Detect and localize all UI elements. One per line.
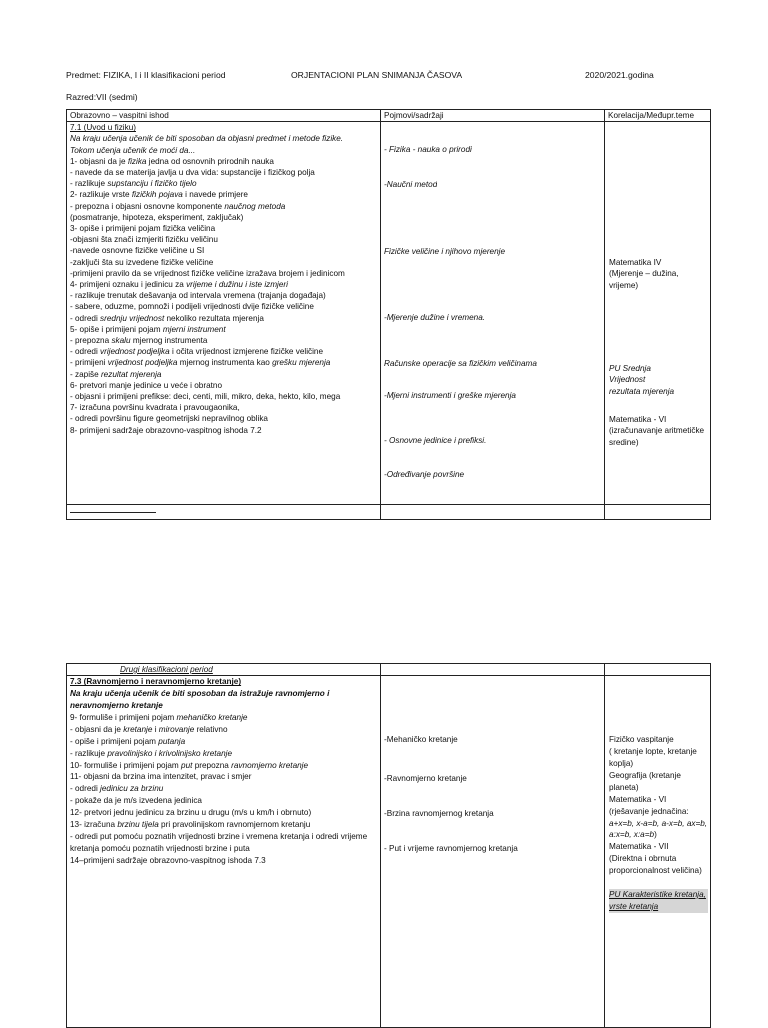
concept-item: -Mjerenje dužine i vremena. [384, 313, 486, 323]
outcome-intro: Na kraju učenja učenik će biti sposoban da objasni predmet i metode fizike. [70, 134, 344, 144]
concept-item: -Određivanje površine [384, 470, 465, 480]
plan-table-first-period [66, 109, 711, 520]
outcome-item: 5- opiše i primijeni pojam mjerni instrument [70, 324, 226, 334]
period-cell [67, 664, 381, 676]
outcome-item: 6- pretvori manje jedinice u veće i obratno [70, 380, 223, 390]
outcome-item: -navede osnovne fizičke veličine u SI [70, 246, 205, 256]
correlation-pu: PU Karakteristike kretanja, vrste kretanja [609, 889, 708, 913]
outcome-item: 12- pretvori jednu jedinicu za brzinu u drugu (m/s u km/h i obrnuto) [70, 808, 312, 818]
school-year: 2020/2021.godina [585, 70, 654, 80]
outcome-item: 2- razlikuje vrste fizičkih pojava i navede primjere [70, 190, 248, 200]
concept-item: Računske operacije sa fizičkim veličinama [384, 359, 537, 369]
correlation-pu: PU Srednja [609, 364, 651, 374]
outcome-item: - zapiše rezultat mjerenja [70, 369, 162, 379]
outcome-item: - opiše i primijeni pojam putanja [70, 736, 186, 746]
grade-label: Razred:VII (sedmi) [66, 92, 138, 102]
table-row [67, 505, 711, 520]
outcome-title: 7.3 (Ravnomjerno i neravnomjerno kretanje) [70, 677, 242, 687]
outcome-item: - razlikuje trenutak dešavanja od intervala vremena (trajanja događaja) [70, 291, 326, 301]
correlation-pu: rezultata mjerenja [609, 386, 675, 396]
subject-label: Predmet: FIZIKA, I i II klasifikacioni period [66, 70, 226, 80]
header-outcome: Obrazovno – vaspitni ishod [67, 110, 381, 122]
concept-item: -Brzina ravnomjernog kretanja [384, 809, 494, 819]
outcome-item: - navede da se materija javlja u dva vida: supstancije i fizičkog polja [70, 168, 315, 178]
correlation-subject: Geografija (kretanje planeta) [609, 770, 681, 792]
correlation-subject: Matematika IV [609, 258, 662, 268]
empty-cell [381, 664, 605, 676]
header-correlation: Korelacija/Međupr.teme [605, 110, 711, 122]
outcome-item: 7- izračuna površinu kvadrata i pravougaonika, [70, 403, 240, 413]
outcome-item: - sabere, oduzme, pomnoži i podijeli vrijednosti dvije fizičke veličine [70, 302, 314, 312]
correlation-subject: Matematika - VI [609, 794, 667, 804]
outcome-item: 1- objasni da je fizika jedna od osnovnih prirodnih nauka [70, 156, 274, 166]
outcome-item: - razlikuje supstanciju i fizičko tijelo [70, 179, 197, 189]
outcome-title: 7.1 (Uvod u fiziku) [70, 123, 136, 133]
table-row [67, 664, 711, 676]
concept-item: Fizičke veličine i njihovo mjerenje [384, 247, 506, 257]
outcome-item: 11- objasni da brzina ima intenzitet, pravac i smjer [70, 772, 252, 782]
concepts-cell [381, 676, 605, 1028]
correlation-subject: Fizičko vaspitanje [609, 735, 674, 745]
outcome-item: -objasni šta znači izmjeriti fizičku veličinu [70, 235, 218, 245]
outcome-item: 9- formuliše i primijeni pojam mehaničko kretanje [70, 712, 248, 722]
outcome-item: -primijeni pravilo da se vrijednost fizičke veličine izražava brojem i jedinicom [70, 268, 345, 278]
correlation-pu: Vrijednost [609, 375, 646, 385]
concepts-cell [381, 122, 605, 505]
outcome-item: - odredi put pomoću poznatih vrijednosti brzine i vremena kretanja i odredi vrijeme kretanja pomoću poznatih vrijednosti brzine i puta [70, 831, 368, 853]
outcome-cell [67, 122, 381, 505]
concept-item: -Naučni metod [384, 180, 438, 190]
correlation-desc: (rješavanje jednačina: a+x=b, x-a=b, a-x=b, ax=b, a:x=b, x:a=b) [609, 806, 708, 840]
concept-item: -Mehaničko kretanje [384, 735, 458, 745]
outcome-item: - primijeni vrijednost podjeljka mjernog instrumenta kao grešku mjerenja [70, 358, 331, 368]
correlation-subject: Matematika - VI [609, 415, 667, 425]
table-row [67, 676, 711, 1028]
correlation-cell [605, 676, 711, 1028]
outcome-item: - objasni da je kretanje i mirovanje relativno [70, 724, 228, 734]
concept-item: - Osnovne jedinice i prefiksi. [384, 436, 487, 446]
correlation-cell [605, 122, 711, 505]
correlation-desc: (izračunavanje aritmetičke sredine) [609, 426, 705, 447]
outcome-item: - prepozna skalu mjernog instrumenta [70, 336, 208, 346]
correlation-subject: Matematika - VII [609, 842, 669, 852]
period-label: Drugi klasifikacioni period [120, 665, 213, 674]
concept-item: -Ravnomjerno kretanje [384, 774, 467, 784]
empty-cell [605, 505, 711, 520]
outcome-item: - odredi srednju vrijednost nekoliko rezultata mjerenja [70, 313, 264, 323]
outcome-item: -zaključi šta su izvedene fizičke veličine [70, 257, 214, 267]
concept-item: -Mjerni instrumenti i greške mjerenja [384, 391, 516, 401]
correlation-desc: (Direktna i obrnuta proporcionalnost veličina) [609, 854, 702, 876]
outcome-item: - objasni i primijeni prefikse: deci, centi, mili, mikro, deka, hekto, kilo, mega [70, 392, 341, 402]
outcome-cell [67, 676, 381, 1028]
outcome-intro: Na kraju učenja učenik će biti sposoban da istražuje ravnomjerno i neravnomjerno kretanje [70, 689, 330, 711]
concept-item: - Fizika - nauka o prirodi [384, 145, 472, 155]
outcome-item: - pokaže da je m/s izvedena jedinica [70, 796, 202, 806]
outcome-item: 4- primijeni oznaku i jedinicu za vrijeme i dužinu i iste izmjeri [70, 280, 288, 290]
outcome-item: 8- primijeni sadržaje obrazovno-vaspitnog ishoda 7.2 [70, 425, 262, 435]
correlation-desc: (Mjerenje – dužina, vrijeme) [609, 269, 679, 290]
outcome-item: - razlikuje pravolinijsko i krivolinijsko kretanje [70, 748, 233, 758]
outcome-item: - prepozna i objasni osnovne komponente naučnog metoda [70, 201, 286, 211]
concept-item: - Put i vrijeme ravnomjernog kretanja [384, 844, 518, 854]
underline-mark [70, 505, 156, 513]
outcome-item: 13- izračuna brzinu tijela pri pravolinijskom ravnomjernom kretanju [70, 820, 311, 830]
outcome-item: (posmatranje, hipoteza, eksperiment, zaključak) [70, 212, 244, 222]
header-concepts: Pojmovi/sadržaji [381, 110, 605, 122]
outcome-item: 10- formuliše i primijeni pojam put prepozna ravnomjerno kretanje [70, 760, 309, 770]
outcome-item: 3- opiše i primijeni pojam fizička veličina [70, 224, 216, 234]
empty-cell [381, 505, 605, 520]
outcome-intro-2: Tokom učenja učenik će moći da... [70, 145, 196, 155]
empty-cell [605, 664, 711, 676]
plan-table-second-period [66, 663, 711, 1028]
table-header-row [67, 110, 711, 122]
correlation-desc: ( kretanje lopte, kretanje koplja) [609, 747, 697, 769]
outcome-item: 14–primijeni sadržaje obrazovno-vaspitnog ishoda 7.3 [70, 855, 266, 865]
outcome-item: - odredi vrijednost podjeljka i očita vrijednost izmjerene fizičke veličine [70, 347, 324, 357]
outcome-item: - odredi jedinicu za brzinu [70, 784, 164, 794]
table-row [67, 122, 711, 505]
document-title: ORJENTACIONI PLAN SNIMANJA ČASOVA [291, 70, 463, 80]
empty-cell [67, 505, 381, 520]
outcome-item: - odredi površinu figure geometrijski nepravilnog oblika [70, 414, 268, 424]
spacer [609, 877, 708, 889]
